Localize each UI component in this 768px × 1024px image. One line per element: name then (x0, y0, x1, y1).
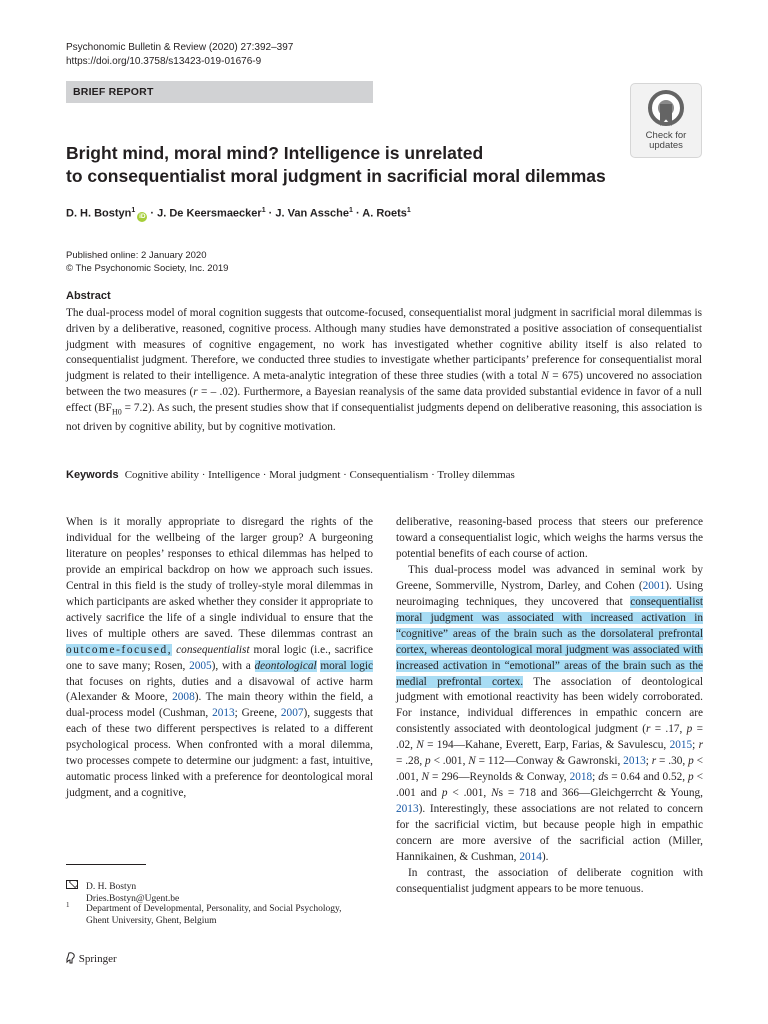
journal-citation: Psychonomic Bulletin & Review (2020) 27:392–397 (66, 42, 294, 53)
highlight[interactable]: consequentialist moral judgment was associated with increased activation in “cognitive” areas of the brain such as the dorsolateral prefrontal cortex, whereas deontological moral judgment was associated with increased activation in “emotional” areas of the brain such as the medial prefrontal cortex. (396, 595, 703, 688)
body-column-left (66, 515, 373, 802)
check-for-updates-line2: updates (649, 140, 683, 151)
dual-process-paragraph: This dual-process model was advanced in seminal work by Greene, Sommerville, Nystrom, Darley, and Cohen (2001). Using neuroimaging techniques, they uncovered that consequentialist moral judgment was associated with increased activation in “cognitive” areas of the brain such as the dorsolateral prefrontal cortex, whereas deontological moral judgment was associated with increased activation in “emotional” areas of the brain such as the medial prefrontal cortex. The association of deontological judgment with emotional reactivity has been widely corroborated. For instance, individual differences in empathic concern are consistently associated with deontological judgment (r = .17, p = .02, N = 194—Kahane, Everett, Earp, Farias, & Savulescu, 2015; r = .28, p < .001, N = 112—Conway & Gawronski, 2013; r = .30, p < .001, N = 296—Reynolds & Conway, 2018; ds = 0.64 and 0.52, p < .001 and p < .001, Ns = 718 and 366—Gleichgerrcht & Young, 2013). Interestingly, these associations are not related to concern for the sacrificial victim, but because people high in empathic concern are more aversive of the sacrificial action (Miller, Hannikainen, & Cushman, 2014). (396, 563, 704, 864)
keywords-label: Keywords (66, 469, 119, 481)
abstract-body: The dual-process model of moral cognition suggests that outcome-focused, consequentialist moral judgment in sacrificial moral dilemmas is driven by a deliberative, reasoned, cognitive process. Although many studies have demonstrated a positive association of consequentialist judgment with measures of cognitive engagement, no work has investigated whether cognitive ability itself is also related to consequentialist judgment. Therefore, we conducted three studies to investigate whether participants’ preference for consequentialist moral judgment is related to their intelligence. A meta-analytic integration of these three studies (with a total N = 675) uncovered no association between the two measures (r = – .02). Furthermore, a Bayesian reanalysis of the same data provided substantial evidence in favor of a null effect $(BF_{H0} = 7.2)$. As such, the present studies show that if consequentialist judgments depend on deliberative reasoning, this association is not driven by cognitive ability, but by cognitive motivation. (66, 307, 703, 433)
citation-link[interactable]: 2008 (172, 691, 195, 704)
author-affiliation: 1 (261, 207, 266, 214)
body-column-right (396, 515, 703, 898)
publisher-name: Springer (78, 953, 117, 965)
affiliation-line-2: Ghent University, Ghent, Belgium (86, 916, 217, 926)
continued-paragraph: deliberative, reasoning-based process that steers our preference toward a consequentialist logic, which weighs the harms versus the potential benefits of each course of action. (396, 516, 703, 560)
author-affiliation: 1 (348, 207, 353, 214)
keywords-list: Cognitive ability · Intelligence · Moral judgment · Consequentialism · Trolley dilemmas (124, 469, 515, 481)
citation-link[interactable]: 2014 (519, 851, 542, 864)
check-for-updates-line1: Check for (645, 130, 687, 141)
corresponding-author (66, 880, 136, 894)
author-affiliation: 1 (131, 207, 136, 214)
author-name[interactable]: J. De Keersmaecker (157, 207, 262, 220)
citation-link[interactable]: 2013 (396, 803, 419, 816)
citation-link[interactable]: 2001 (642, 579, 666, 592)
affiliation-line-1: Department of Developmental, Personality, and Social Psychology, (86, 904, 342, 914)
footnote-rule (66, 864, 146, 865)
citation-link[interactable]: 2015 (669, 739, 693, 752)
orcid-icon[interactable]: iD (139, 212, 146, 220)
author-name: D. H. Bostyn (86, 882, 137, 892)
highlight[interactable]: moral logic (320, 659, 373, 672)
abstract-heading: Abstract (66, 290, 111, 302)
citation-link[interactable]: 2007 (280, 707, 304, 720)
contrast-paragraph: In contrast, the association of deliberate cognition with consequentialist judgment appears to be more tenuous. (396, 866, 703, 895)
affiliation-number: 1 (66, 901, 70, 909)
title-line-1: Bright mind, moral mind? Intelligence is unrelated (66, 143, 484, 163)
published-date: Published online: 2 January 2020 (66, 250, 207, 261)
publisher-logo (66, 952, 117, 965)
author-list: D. H. Bostyn$^1$iD · J. De Keersmaecker$^1$ · J. Van Assche$^1$ · A. Roets$^1$ (66, 207, 411, 220)
article-title (66, 142, 666, 188)
keywords (66, 469, 702, 481)
author-affiliation: 1 (406, 207, 411, 214)
intro-paragraph: When is it morally appropriate to disregard the rights of the individual for the wellbeing of the larger group? A burgeoning literature on peoples’ responses to ethical dilemmas has helped to provide an empirical backdrop on how we approach such issues. Central in this field is the study of trolley-style moral dilemmas in which participants are asked whether they consider it appropriate to actively sacrifice the life of a single individual to ensure that the lives of multiple others are saved. These dilemmas contrast an outcome-focused, consequentialist moral logic (i.e., sacrifice one to save many; Rosen, 2005), with a deontological moral logic that focuses on rights, duties and a disavowal of active harm (Alexander & Moore, 2008). The main theory within the field, a dual-process model (Cushman, 2013; Greene, 2007), suggests that each of these two different perspectives is related to a different psychological process. When confronted with a moral dilemma, two processes compete to determine our judgment: a fast, intuitive, automatic process linked with a preference for deontological moral judgment, and a cognitive, (66, 516, 373, 800)
title-line-2: to consequentialist moral judgment in sacrificial moral dilemmas (66, 166, 606, 186)
citation-link[interactable]: 2018 (569, 771, 593, 784)
citation-link[interactable]: 2005 (189, 659, 212, 672)
author-name[interactable]: J. Van Assche (275, 207, 349, 220)
springer-horse-icon (66, 952, 76, 964)
doi-link[interactable]: https://doi.org/10.3758/s13423-019-01676-9 (66, 56, 262, 67)
highlight[interactable]: deontological (254, 659, 317, 672)
highlight[interactable]: outcome-focused, (66, 643, 173, 656)
citation-link[interactable]: 2013 (623, 755, 646, 768)
author-name[interactable]: A. Roets (362, 207, 407, 220)
envelope-icon (66, 880, 78, 889)
copyright-notice: © The Psychonomic Society, Inc. 2019 (66, 263, 229, 274)
author-email[interactable]: Dries.Bostyn@Ugent.be (86, 894, 180, 904)
section-label: BRIEF REPORT (66, 81, 373, 103)
author-name[interactable]: D. H. Bostyn (66, 207, 132, 220)
citation-link[interactable]: 2013 (212, 707, 235, 720)
